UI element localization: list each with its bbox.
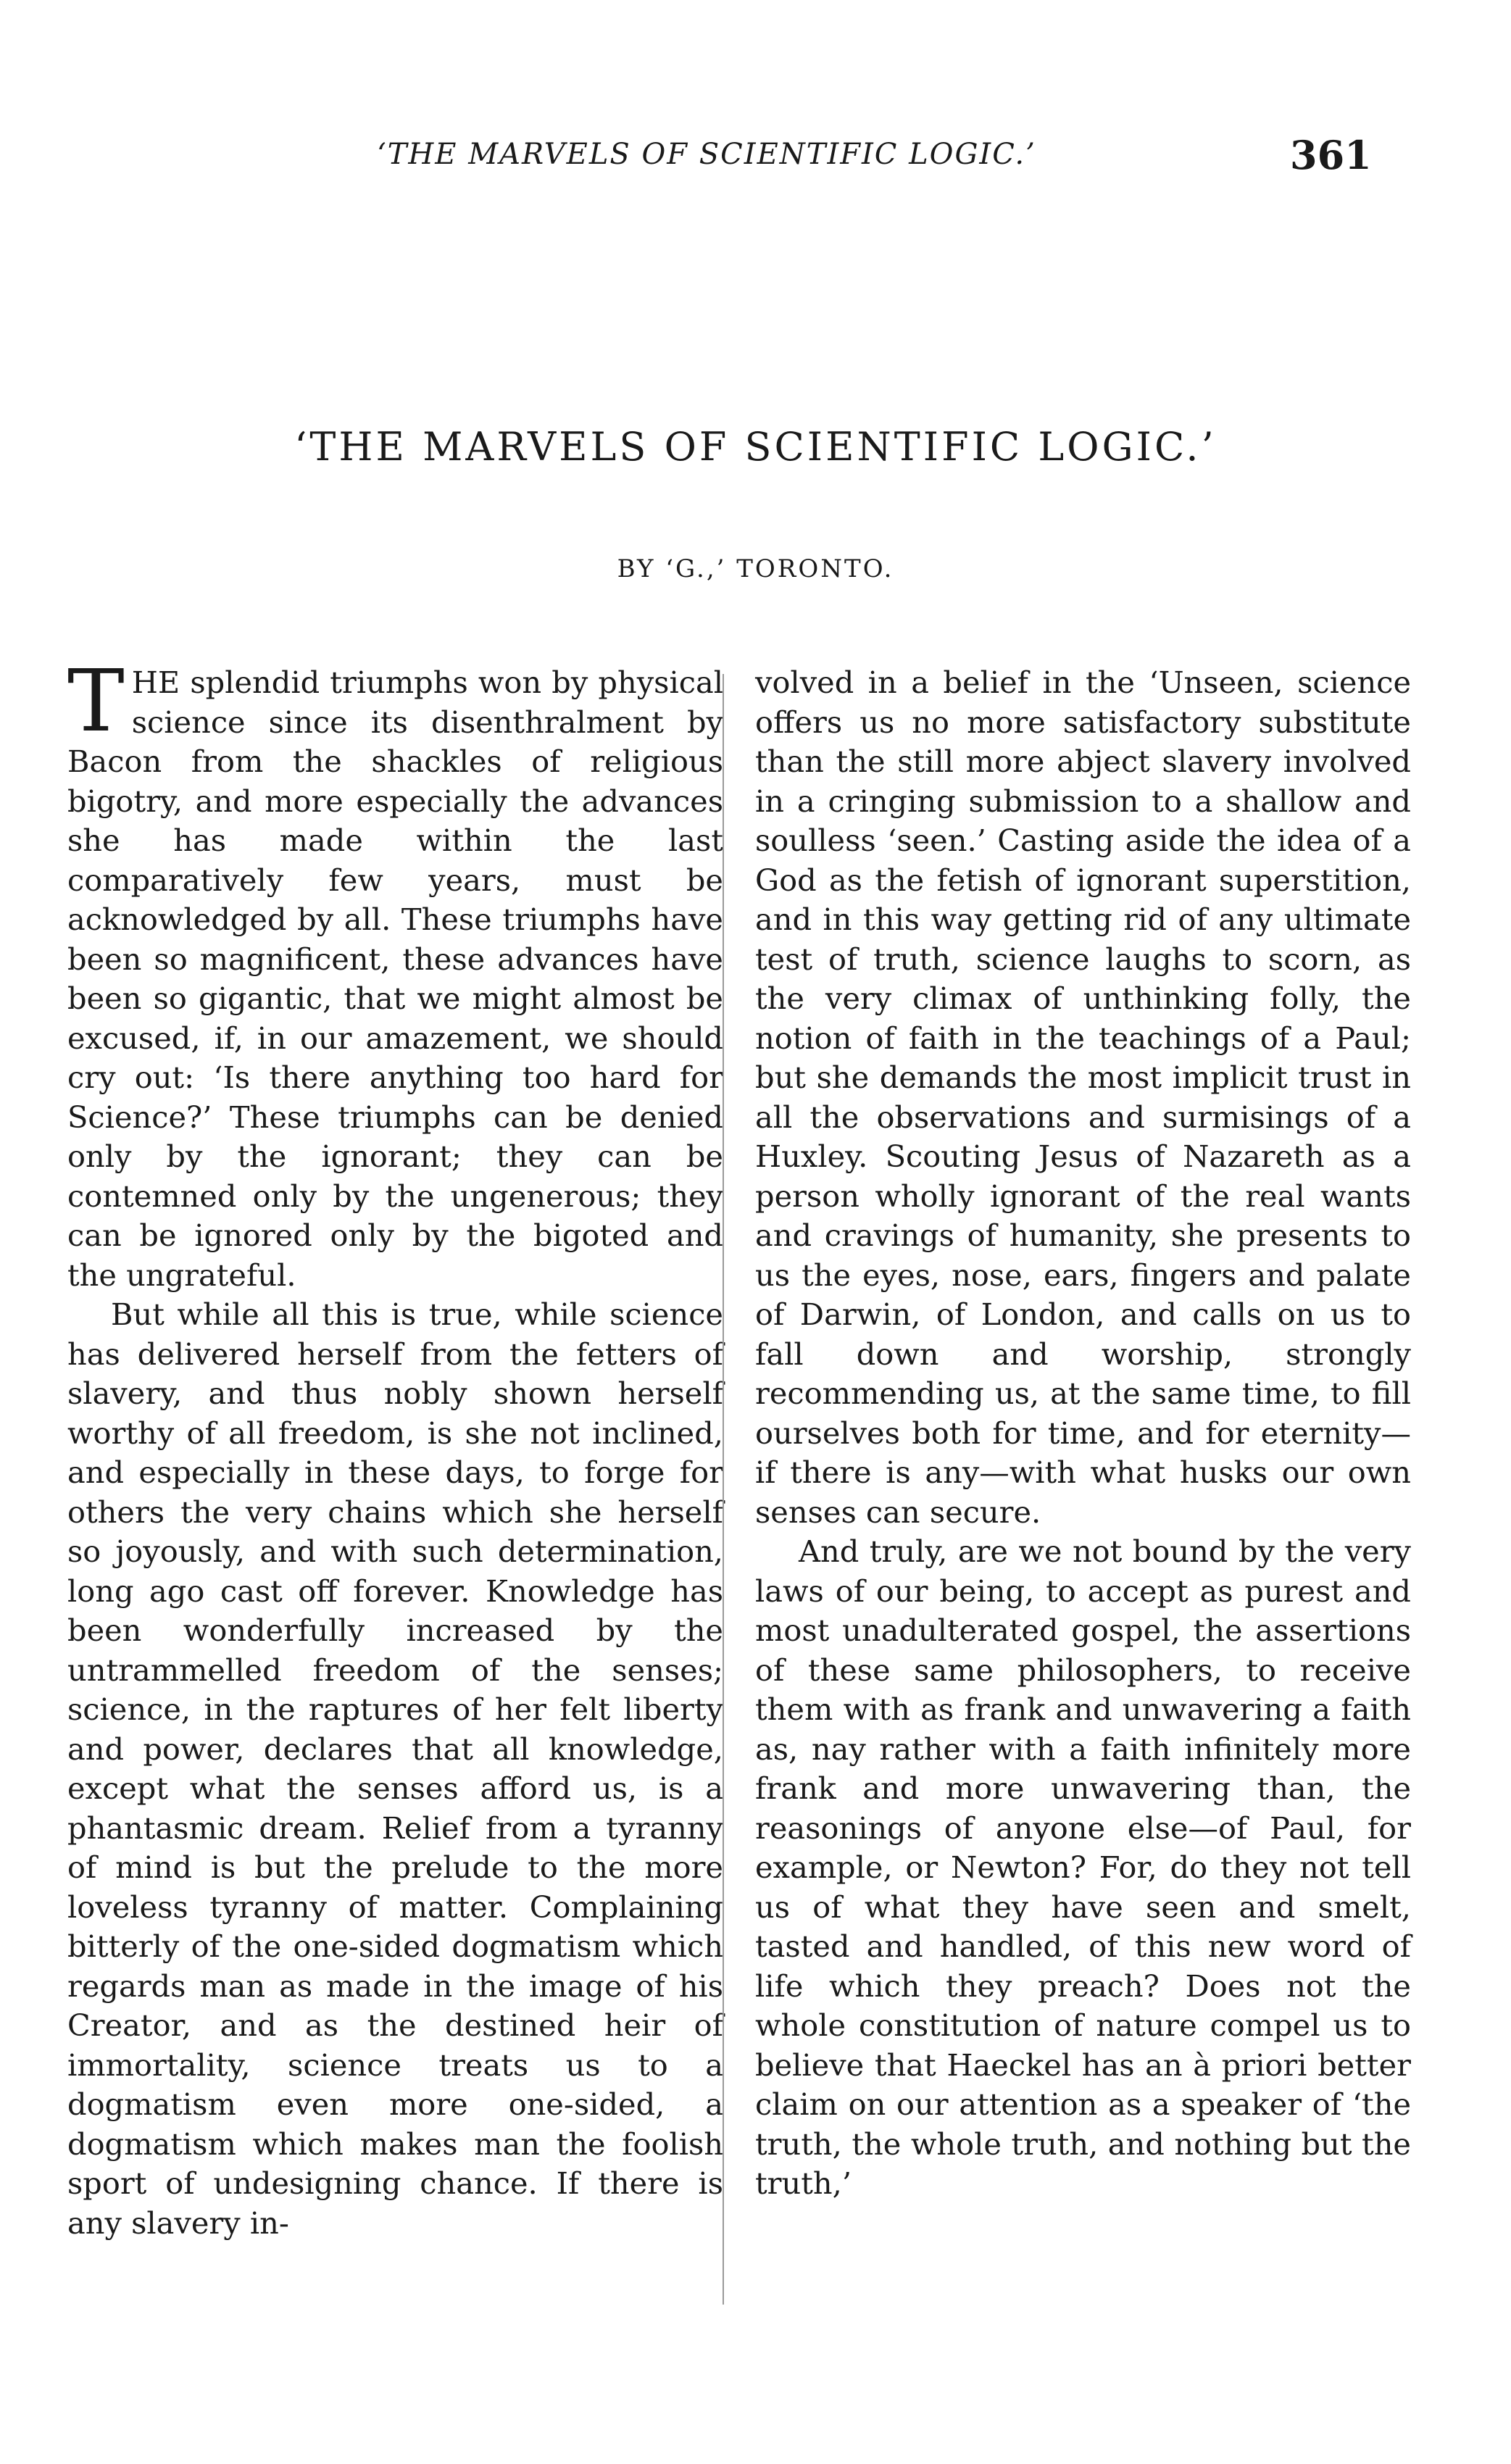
- article-title: ‘THE MARVELS OF SCIENTIFIC LOGIC.’: [294, 424, 1217, 470]
- paragraph: But while all this is true, while science has delivered herself from the fetters of slavery, and thus nobly shown herself worthy of all freedom, is she not inclined, and especially in these days, to forge for others the very chains which she herself so joyously, and with such determination, long ago cast off forever. Knowledge has been wonderfully increased by the untrammelled freedom of the senses; science, in the raptures of her felt liberty and power, declares that all knowledge, except what the senses afford us, is a phantasmic dream. Relief from a tyranny of mind is but the prelude to the more loveless tyranny of matter. Complaining bitterly of the one-sided dogmatism which regards man as made in the image of his Creator, and as the destined heir of immortality, science treats us to a dogmatism even more one-sided, a dogmatism which makes man the foolish sport of undesigning chance. If there is any slavery in-: [67, 1296, 723, 2241]
- article-byline: BY ‘G.,’ TORONTO.: [617, 554, 894, 583]
- page-header: [0, 132, 1511, 196]
- paragraph: And truly, are we not bound by the very laws of our being, to accept as purest and most unadulterated gospel, the assertions of these same philosophers, to receive them with as frank and unwavering a faith as, nay rather with a faith infinitely more frank and more unwavering than, the reasonings of anyone else—of Paul, for example, or Newton? For, do they not tell us of what they have seen and smelt, tasted and handled, of this new word of life which they preach? Does not the whole constitution of nature compel us to believe that Haeckel has an à priori better claim on our attention as a speaker of ‘the truth, the whole truth, and nothing but the truth,’: [755, 1533, 1411, 2201]
- paragraph: volved in a belief in the ‘Unseen, science offers us no more satisfactory substitute than the still more abject slavery involved in a cringing submission to a shallow and soulless ‘seen.’ Casting aside the idea of a God as the fetish of ignorant superstition, and in this way getting rid of any ultimate test of truth, science laughs to scorn, as the very climax of unthinking folly, the notion of faith in the teachings of a Paul; but she demands the most implicit trust in all the observations and surmisings of a Huxley. Scouting Jesus of Nazareth as a person wholly ignorant of the real wants and cravings of humanity, she presents to us the eyes, nose, ears, fingers and palate of Darwin, of London, and calls on us to fall down and worship, strongly recommending us, at the same time, to fill ourselves both for time, and for eternity—if there is any—with what husks our own senses can secure.: [755, 665, 1411, 1530]
- drop-cap: T: [67, 651, 125, 751]
- left-column: [67, 651, 723, 2243]
- column-divider: [723, 674, 724, 2305]
- right-column: [755, 663, 1411, 2204]
- paragraph: [67, 651, 723, 1295]
- paragraph-text: HE splendid triumphs won by physical science since its disenthralment by Bacon from the shackles of religious bigotry, and more especially the advances she has made within the last comparatively few years, must be acknowledged by all. These triumphs have been so magnificent, these advances have been so gigantic, that we might almost be excused, if, in our amazement, we should cry out: ‘Is there anything too hard for Science?’ These triumphs can be denied only by the ignorant; they can be contemned only by the ungenerous; they can be ignored only by the bigoted and the ungrateful.: [67, 665, 723, 1293]
- page-number: 361: [1290, 132, 1372, 178]
- running-head: ‘THE MARVELS OF SCIENTIFIC LOGIC.’: [377, 138, 1036, 171]
